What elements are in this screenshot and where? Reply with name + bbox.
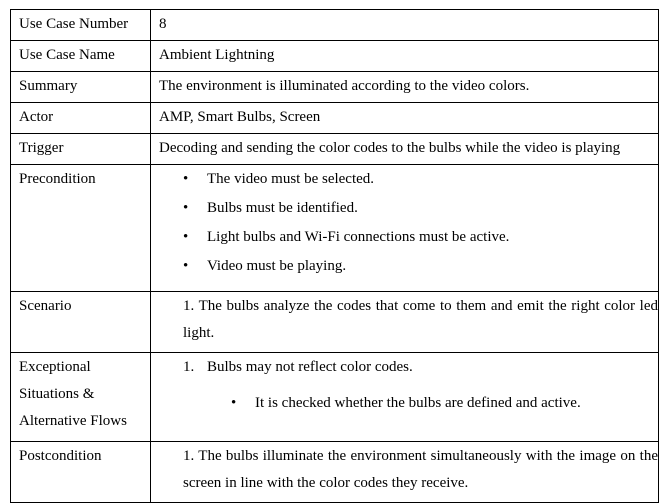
bullet-icon: • xyxy=(183,200,189,216)
summary-label: Summary xyxy=(11,72,151,103)
row-use-case-name xyxy=(11,41,659,72)
exceptional-label-line-3: Alternative Flows xyxy=(19,413,127,429)
row-actor xyxy=(11,103,659,134)
actor-value: AMP, Smart Bulbs, Screen xyxy=(151,103,659,134)
use-case-number-label: Use Case Number xyxy=(11,10,151,41)
row-use-case-number xyxy=(11,10,659,41)
postcondition-label: Postcondition xyxy=(11,442,151,503)
actor-label: Actor xyxy=(11,103,151,134)
use-case-name-label: Use Case Name xyxy=(11,41,151,72)
row-postcondition xyxy=(11,442,659,503)
summary-value: The environment is illuminated according to the video colors. xyxy=(151,72,659,103)
bullet-icon: • xyxy=(231,395,237,411)
postcondition-text: 1. The bulbs illuminate the environment simultaneously with the image on the screen in line with the color codes they receive. xyxy=(183,448,658,491)
row-scenario xyxy=(11,292,659,353)
postcondition-value xyxy=(151,442,659,503)
bullet-icon: • xyxy=(183,258,189,274)
trigger-value: Decoding and sending the color codes to the bulbs while the video is playing xyxy=(151,134,659,165)
scenario-text: 1. The bulbs analyze the codes that come to them and emit the right color led light. xyxy=(183,298,658,341)
exceptional-label-line-2: Situations & xyxy=(19,386,95,402)
precondition-item-1: The video must be selected. xyxy=(207,171,375,187)
use-case-table xyxy=(10,9,659,503)
exceptional-sub-item xyxy=(159,394,658,413)
use-case-name-value: Ambient Lightning xyxy=(151,41,659,72)
exceptional-label-line-1: Exceptional xyxy=(19,359,91,375)
list-item xyxy=(159,228,658,257)
row-summary xyxy=(11,72,659,103)
list-item xyxy=(159,199,658,228)
exceptional-item-number: 1. xyxy=(183,359,195,375)
precondition-label: Precondition xyxy=(11,165,151,292)
exceptional-value xyxy=(151,353,659,442)
row-trigger xyxy=(11,134,659,165)
exceptional-item xyxy=(159,358,658,377)
row-precondition xyxy=(11,165,659,292)
exceptional-sub-item-text: It is checked whether the bulbs are defined and active. xyxy=(255,395,581,411)
precondition-item-3: Light bulbs and Wi-Fi connections must be active. xyxy=(207,229,510,245)
trigger-label: Trigger xyxy=(11,134,151,165)
exceptional-item-text: Bulbs may not reflect color codes. xyxy=(207,359,413,375)
list-item xyxy=(159,257,658,286)
use-case-number-value: 8 xyxy=(151,10,659,41)
precondition-item-2: Bulbs must be identified. xyxy=(207,200,358,216)
bullet-icon: • xyxy=(183,229,189,245)
row-exceptional xyxy=(11,353,659,442)
scenario-label: Scenario xyxy=(11,292,151,353)
bullet-icon: • xyxy=(183,171,189,187)
precondition-value xyxy=(151,165,659,292)
precondition-list xyxy=(159,170,658,286)
scenario-value xyxy=(151,292,659,353)
exceptional-label xyxy=(11,353,151,442)
list-item xyxy=(159,170,658,199)
precondition-item-4: Video must be playing. xyxy=(207,258,347,274)
